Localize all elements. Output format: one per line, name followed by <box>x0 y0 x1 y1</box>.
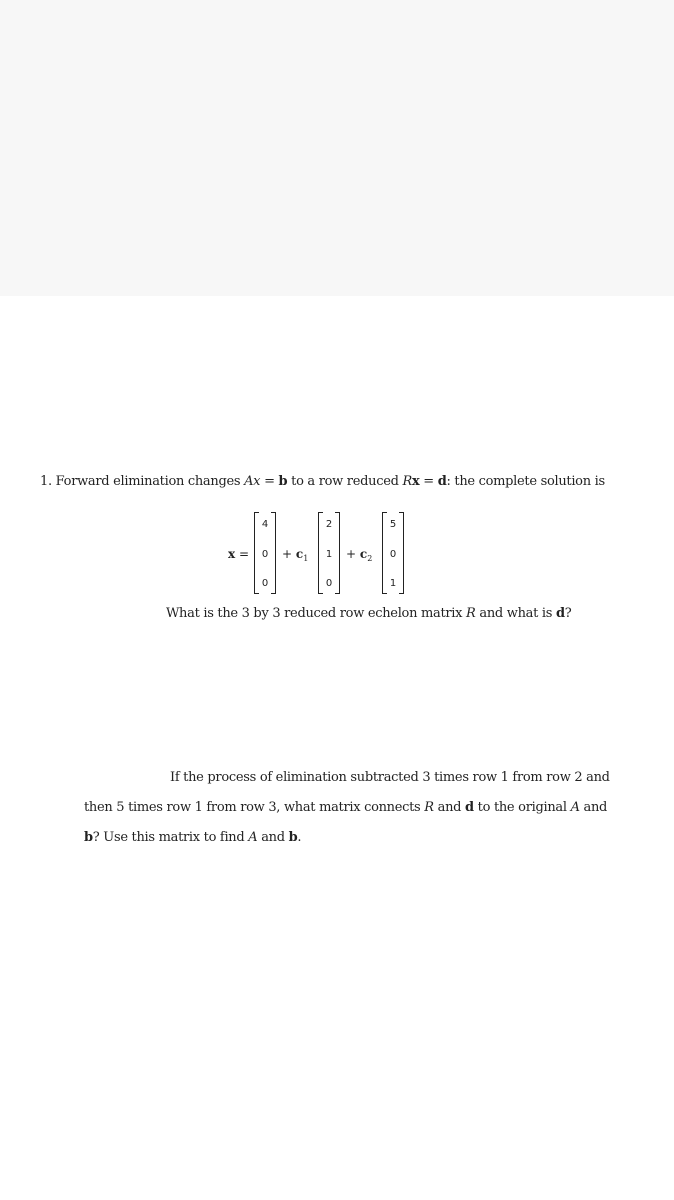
math-ax: Ax <box>244 474 261 489</box>
problem-number: 1. <box>40 474 52 489</box>
vector-entry: 2 <box>325 519 333 530</box>
solution-equation <box>228 512 468 594</box>
vector-entry: 0 <box>325 578 333 589</box>
vector-special-1 <box>318 512 340 594</box>
followup-line: then 5 times row 1 from row 3, what matrix connects R and d to the original A and <box>84 800 608 815</box>
vector-entry: 1 <box>389 578 397 589</box>
blank-header-area <box>0 0 674 296</box>
followup-line: b? Use this matrix to find A and b. <box>84 830 302 845</box>
vector-particular <box>254 512 276 594</box>
math-r: R <box>402 474 412 489</box>
problem-statement: 1. Forward elimination changes Ax = b to a row reduced Rx = d: the complete solution is <box>40 474 605 489</box>
question-statement: What is the 3 by 3 reduced row echelon matrix R and what is d? <box>166 606 572 621</box>
math-d: d <box>437 474 447 489</box>
followup-line: If the process of elimination subtracted 3 times row 1 from row 2 and <box>170 770 610 785</box>
vector-special-2 <box>382 512 404 594</box>
math-r: R <box>466 606 476 621</box>
vector-entry: 1 <box>325 549 333 560</box>
vector-entry: 0 <box>389 549 397 560</box>
equation-term-c2: + $c_2$ <box>346 547 373 563</box>
equation-term-c1: + $c_1$ <box>282 547 309 563</box>
equation-lhs: x = <box>228 547 250 561</box>
vector-entry: 0 <box>261 578 269 589</box>
vector-entry: 5 <box>389 519 397 530</box>
math-x: x <box>411 474 420 489</box>
vector-entry: 4 <box>261 519 269 530</box>
math-b: b <box>278 474 288 489</box>
math-d: d <box>555 606 565 621</box>
vector-entry: 0 <box>261 549 269 560</box>
